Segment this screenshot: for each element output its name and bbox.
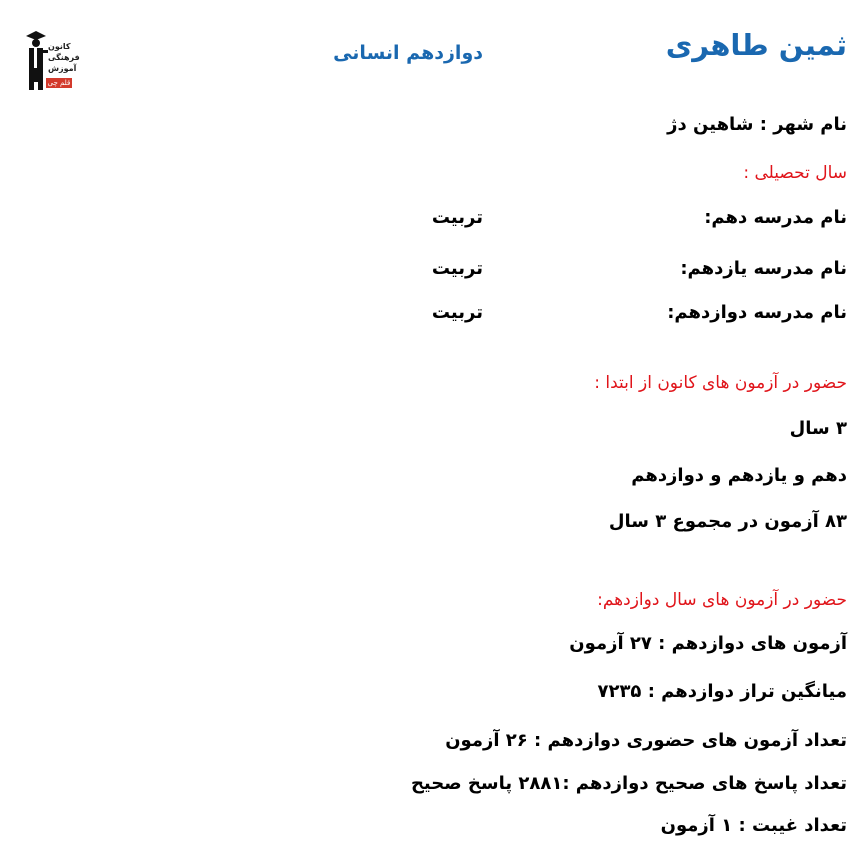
graduate-figure-icon (24, 28, 48, 90)
school-11-value: تربیت (431, 258, 483, 279)
academic-year-heading: سال تحصیلی : (743, 163, 847, 183)
logo-tag: قلم چی (47, 79, 71, 87)
kanoon-attendance-line: ۳ سال (789, 418, 847, 439)
grade12-attendance-line: تعداد غیبت : ۱ آزمون (660, 815, 847, 836)
city-line: نام شهر : شاهین دژ (667, 114, 847, 135)
grade-label: دوازدهم انسانی (333, 42, 483, 64)
grade12-attendance-line: میانگین تراز دوازدهم : ۷۲۳۵ (597, 681, 847, 702)
school-10-value: تربیت (431, 207, 483, 228)
kanoon-attendance-line: دهم و یازدهم و دوازدهم (631, 465, 847, 486)
school-12-value: تربیت (431, 302, 483, 323)
logo-line-2: فرهنگی (48, 53, 80, 62)
school-11-label: نام مدرسه یازدهم: (680, 258, 847, 279)
grade12-attendance-line: آزمون های دوازدهم : ۲۷ آزمون (569, 633, 847, 654)
school-12-label: نام مدرسه دوازدهم: (667, 302, 847, 323)
student-name: ثمین طاهری (665, 28, 847, 62)
school-10-label: نام مدرسه دهم: (704, 207, 847, 228)
grade12-attendance-line: تعداد آزمون های حضوری دوازدهم : ۲۶ آزمون (445, 730, 847, 751)
grade12-attendance-line: تعداد پاسخ های صحیح دوازدهم :۲۸۸۱ پاسخ صحیح (410, 773, 847, 794)
logo-line-3: آموزش (48, 64, 77, 73)
grade12-attendance-heading: حضور در آزمون های سال دوازدهم: (597, 590, 847, 610)
kanoon-logo (24, 28, 80, 92)
kanoon-attendance-line: ۸۳ آزمون در مجموع ۳ سال (608, 511, 847, 532)
logo-line-1: کانون (48, 42, 71, 51)
kanoon-attendance-heading: حضور در آزمون های کانون از ابتدا : (594, 373, 847, 393)
